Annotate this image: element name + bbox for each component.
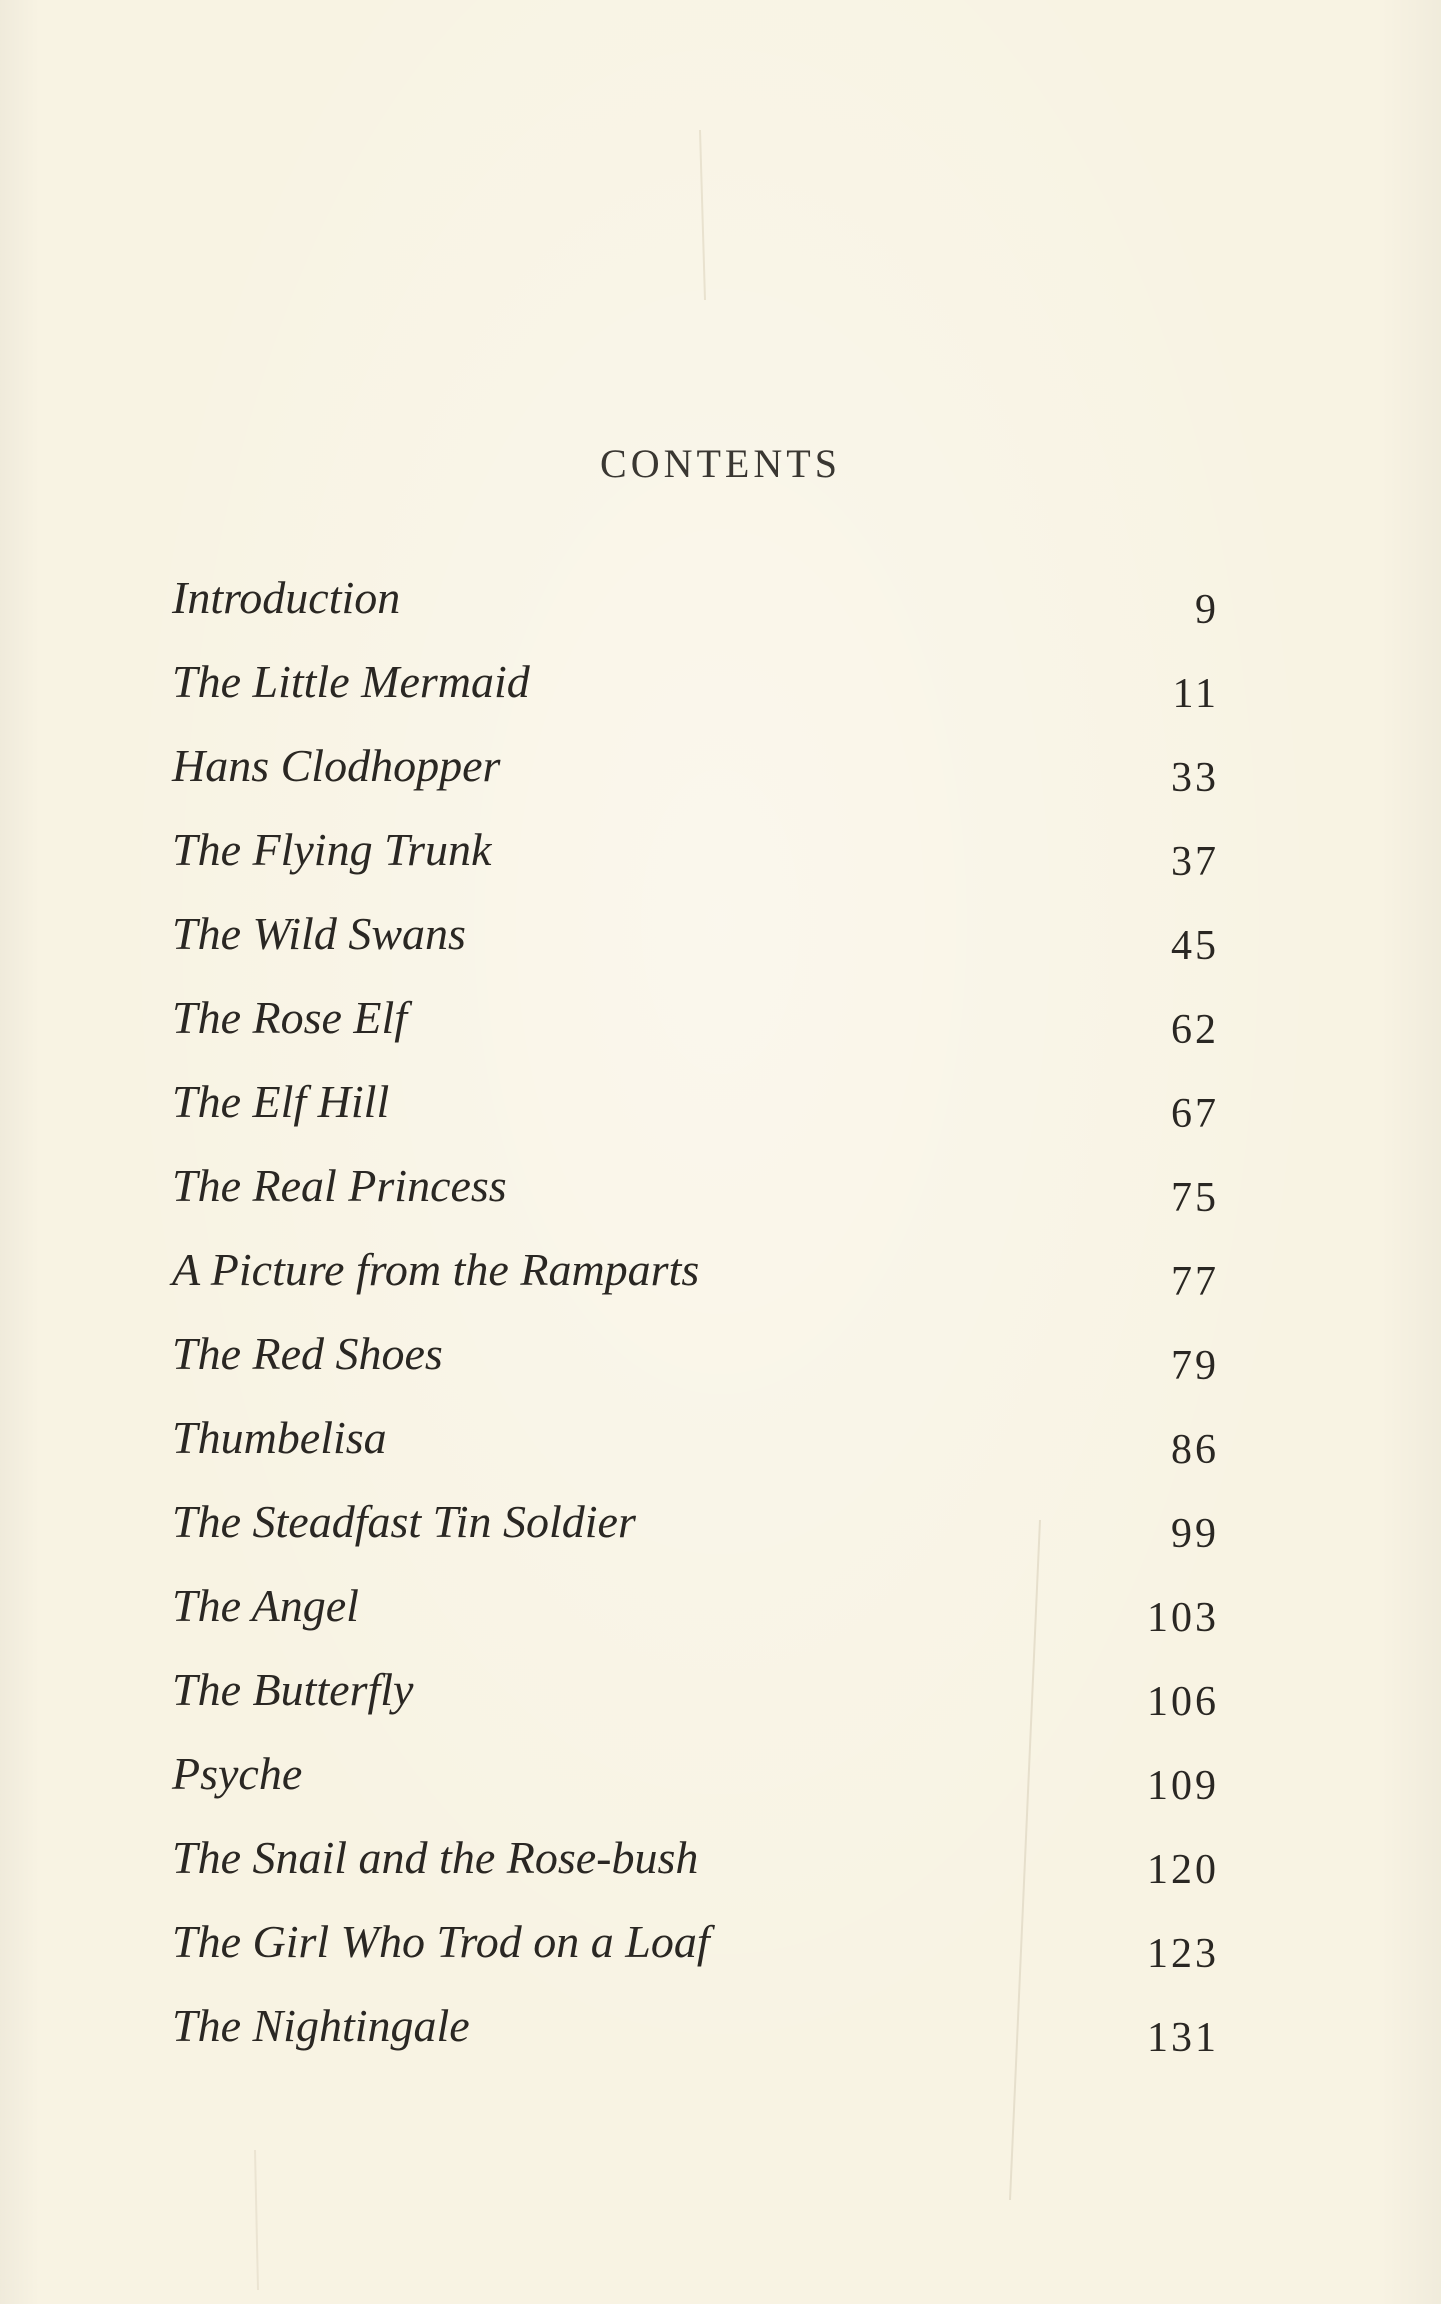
- toc-entry-page-number: 33: [1171, 755, 1219, 801]
- toc-entry: [172, 822, 1222, 906]
- toc-entry-title: The Butterfly: [172, 1664, 414, 1715]
- toc-entry-title: The Elf Hill: [172, 1076, 390, 1127]
- toc-entry-page-number: 67: [1171, 1091, 1219, 1137]
- toc-entry-page-number: 77: [1171, 1259, 1219, 1305]
- toc-entry-page-number: 11: [1172, 671, 1219, 717]
- toc-entry-title: Thumbelisa: [172, 1412, 387, 1463]
- toc-entry: [172, 1074, 1222, 1158]
- toc-entry-page-number: 9: [1195, 587, 1219, 633]
- toc-entry-title: The Girl Who Trod on a Loaf: [172, 1916, 710, 1967]
- toc-entry: [172, 654, 1222, 738]
- toc-entry-page-number: 103: [1147, 1595, 1219, 1641]
- toc-entry-title: Introduction: [172, 572, 401, 623]
- toc-entry: [172, 990, 1222, 1074]
- toc-entry: [172, 738, 1222, 822]
- toc-entry-title: The Red Shoes: [172, 1328, 443, 1379]
- toc-entry-page-number: 75: [1171, 1175, 1219, 1221]
- toc-entry: [172, 570, 1222, 654]
- toc-entry-page-number: 62: [1171, 1007, 1219, 1053]
- toc-entry-title: A Picture from the Ramparts: [172, 1244, 700, 1295]
- toc-entry-page-number: 86: [1171, 1427, 1219, 1473]
- toc-entry: [172, 1326, 1222, 1410]
- toc-entry-page-number: 45: [1171, 923, 1219, 969]
- toc-entry: [172, 1746, 1222, 1830]
- toc-entry: [172, 1998, 1222, 2082]
- toc-entry: [172, 1578, 1222, 1662]
- toc-entry: [172, 1242, 1222, 1326]
- toc-entry: [172, 1830, 1222, 1914]
- toc-entry-page-number: 37: [1171, 839, 1219, 885]
- toc-entry-title: The Steadfast Tin Soldier: [172, 1496, 636, 1547]
- toc-entry-title: The Real Princess: [172, 1160, 507, 1211]
- toc-entry-page-number: 79: [1171, 1343, 1219, 1389]
- toc-entry-page-number: 123: [1147, 1931, 1219, 1977]
- toc-entry-title: The Angel: [172, 1580, 359, 1631]
- toc-entry-page-number: 131: [1147, 2015, 1219, 2061]
- toc-entry: [172, 1494, 1222, 1578]
- toc-entry: [172, 1662, 1222, 1746]
- toc-entry-title: The Nightingale: [172, 2000, 470, 2051]
- toc-entry: [172, 1410, 1222, 1494]
- toc-entry: [172, 1914, 1222, 1998]
- toc-entry-page-number: 99: [1171, 1511, 1219, 1557]
- toc-entry-page-number: 106: [1147, 1679, 1219, 1725]
- table-of-contents: [172, 570, 1222, 2082]
- toc-entry: [172, 1158, 1222, 1242]
- toc-entry-title: The Flying Trunk: [172, 824, 492, 875]
- toc-entry-title: The Snail and the Rose-bush: [172, 1832, 699, 1883]
- toc-entry: [172, 906, 1222, 990]
- toc-entry-title: The Wild Swans: [172, 908, 466, 959]
- toc-entry-page-number: 120: [1147, 1847, 1219, 1893]
- toc-entry-title: The Rose Elf: [172, 992, 408, 1043]
- toc-entry-title: The Little Mermaid: [172, 656, 530, 707]
- toc-entry-page-number: 109: [1147, 1763, 1219, 1809]
- contents-heading: CONTENTS: [600, 441, 841, 486]
- toc-entry-title: Psyche: [172, 1748, 303, 1799]
- toc-entry-title: Hans Clodhopper: [172, 740, 501, 791]
